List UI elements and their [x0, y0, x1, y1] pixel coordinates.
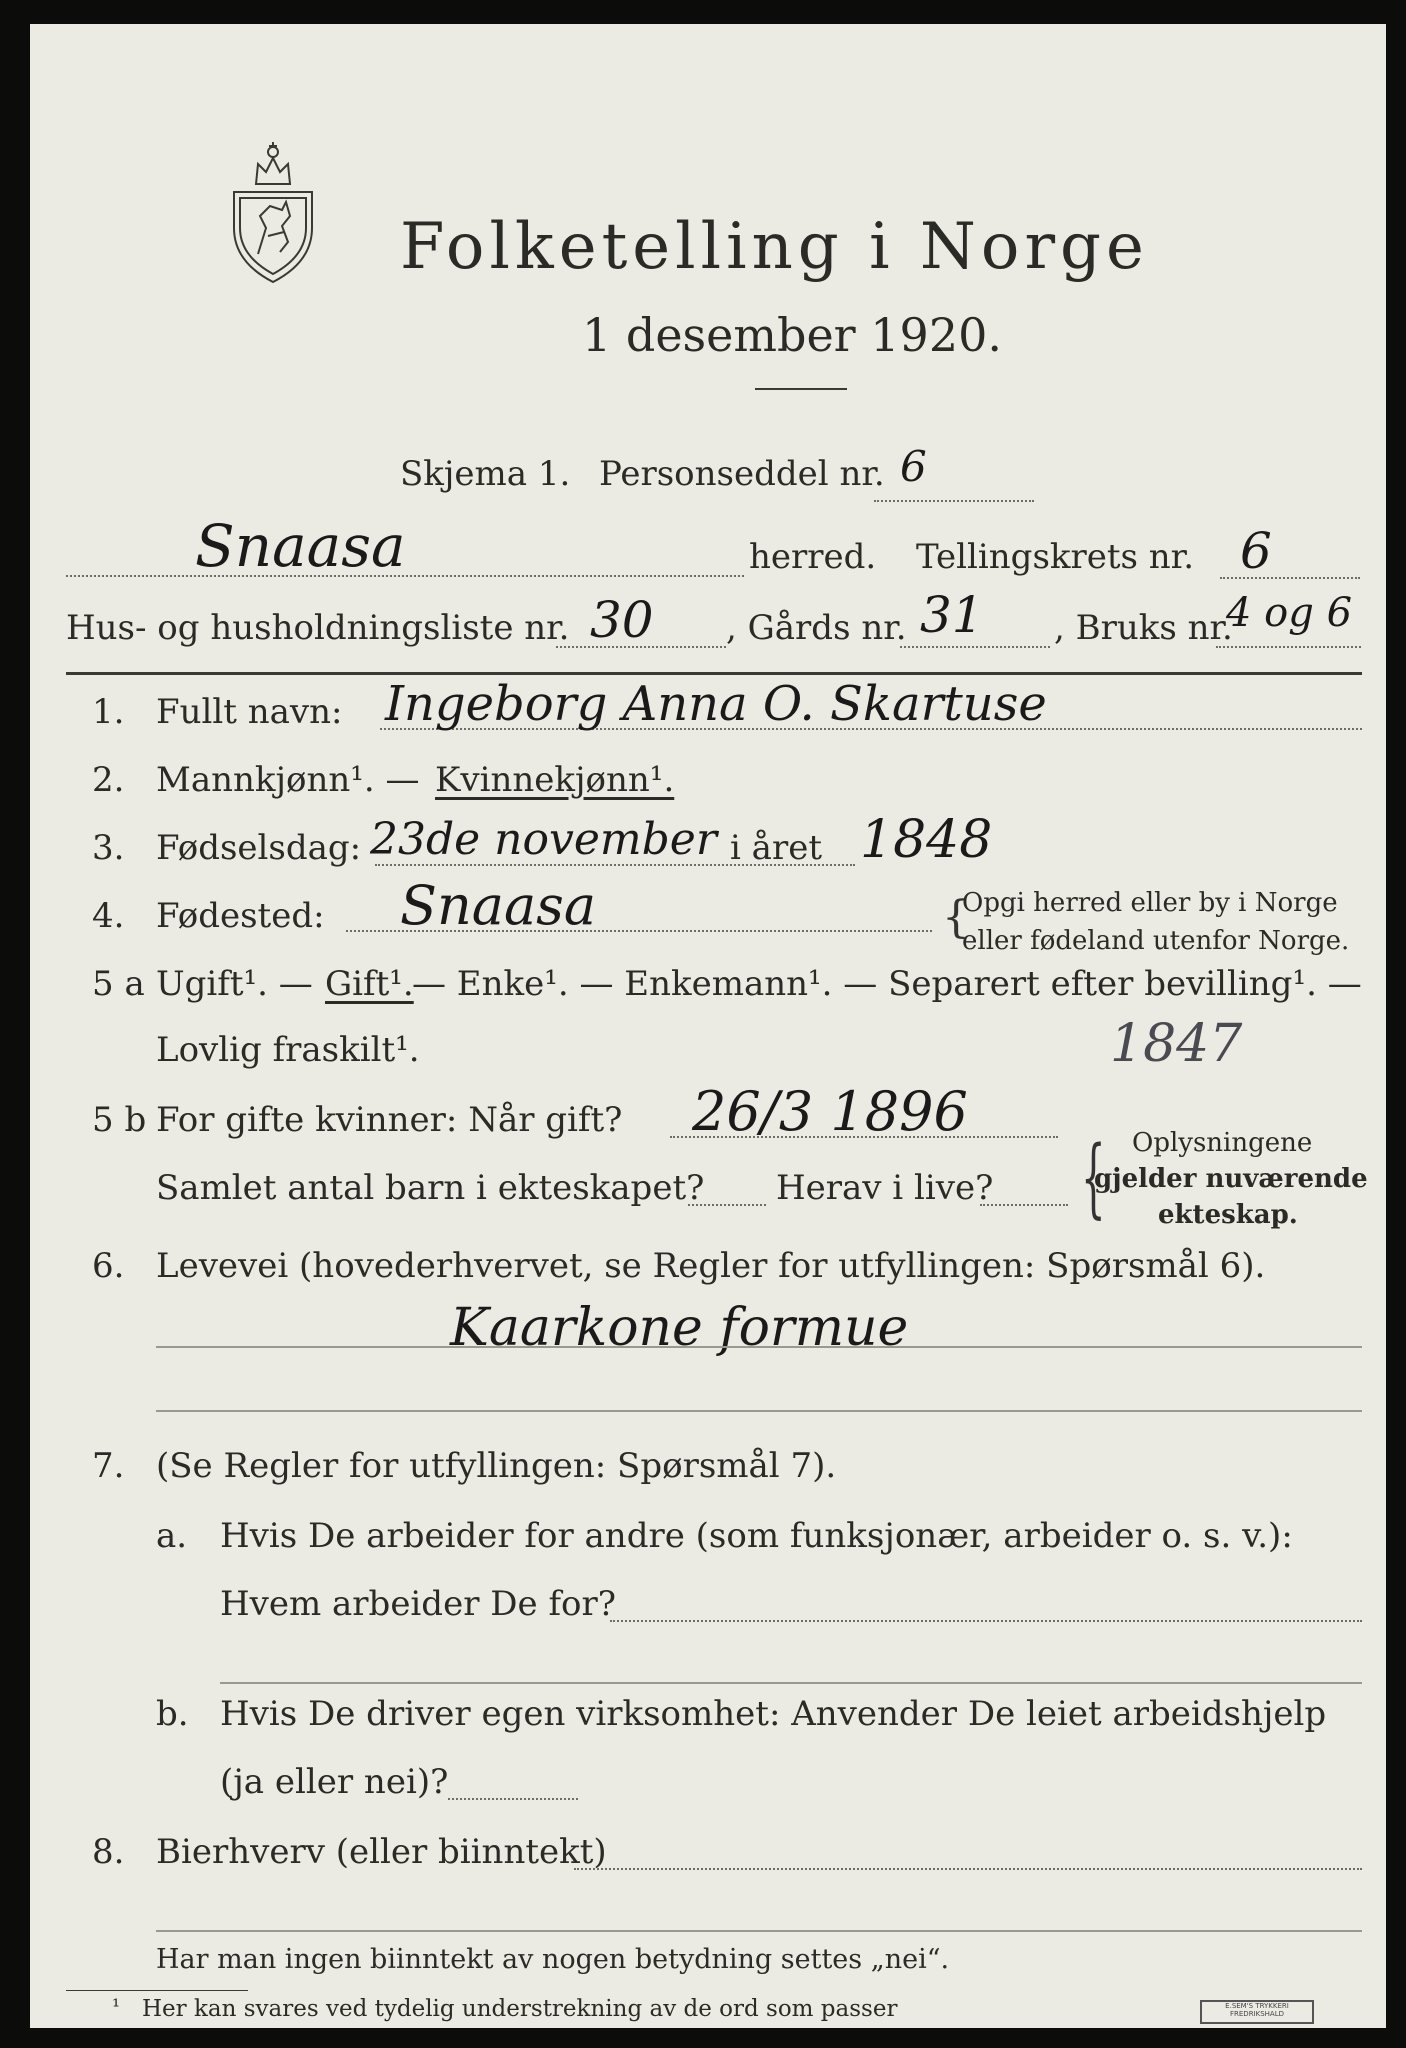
q5a-ugift: Ugift¹. — — [156, 964, 313, 1004]
q2-female: Kvinnekjønn¹. — [435, 760, 675, 800]
q7a-line — [220, 1682, 1362, 1684]
q2-number: 2. — [92, 760, 125, 800]
q4-label: Fødested: — [156, 896, 325, 936]
q5a-lovlig: Lovlig fraskilt¹. — [156, 1030, 420, 1070]
footer-note: Har man ingen biinntekt av nogen betydning settes „nei“. — [156, 1944, 950, 1975]
gards-label: , Gårds nr. — [726, 608, 907, 648]
q8-dots — [574, 1868, 1362, 1870]
q4-note-1: Opgi herred eller by i Norge — [962, 888, 1338, 918]
q2-male: Mannkjønn¹. — — [156, 760, 420, 800]
tellingskrets-label: Tellingskrets nr. — [916, 537, 1195, 577]
q5b-label: For gifte kvinner: Når gift? — [156, 1100, 623, 1140]
q6-line-2 — [156, 1410, 1362, 1412]
q7b-label-2: (ja eller nei)? — [220, 1762, 449, 1802]
gards-dots — [900, 646, 1050, 648]
q7a-number: a. — [156, 1516, 188, 1556]
printer-stamp: E.SEM'S TRYKKERI FREDRIKSHALD — [1200, 2000, 1314, 2024]
q5b-barn-label: Samlet antal barn i ekteskapet? — [156, 1168, 705, 1208]
form-date: 1 desember 1920. — [582, 308, 1002, 362]
q5b-value: 26/3 1896 — [692, 1080, 968, 1143]
q5a-number: 5 a — [92, 964, 145, 1004]
q1-number: 1. — [92, 692, 125, 732]
q7-number: 7. — [92, 1446, 125, 1486]
bruks-dots — [1216, 646, 1361, 648]
q1-value: Ingeborg Anna O. Skartuse — [385, 676, 1047, 732]
q5b-barn-dots — [688, 1204, 766, 1206]
bruks-value: 4 og 6 — [1226, 590, 1353, 636]
q3-label: Fødselsdag: — [156, 828, 362, 868]
q5a-annotation: 1847 — [1110, 1014, 1243, 1074]
q4-number: 4. — [92, 896, 125, 936]
q4-note-2: eller fødeland utenfor Norge. — [962, 926, 1350, 956]
q8-line — [156, 1930, 1362, 1932]
q6-value: Kaarkone formue — [450, 1298, 909, 1358]
header-rule — [66, 672, 1362, 675]
q7-label: (Se Regler for utfyllingen: Spørsmål 7). — [156, 1446, 837, 1486]
herred-label: herred. — [749, 537, 877, 577]
husliste-value: 30 — [590, 591, 654, 649]
personseddel-dots — [874, 500, 1034, 502]
footnote-text: Her kan svares ved tydelig understrekning av de ord som passer — [142, 1996, 898, 2022]
q3-number: 3. — [92, 828, 125, 868]
q5b-note-1: Oplysningene — [1132, 1128, 1313, 1158]
q5b-herav-label: Herav i live? — [776, 1168, 994, 1208]
footnote-rule — [66, 1990, 248, 1991]
q3-year-label: i året — [730, 828, 822, 868]
q5b-number: 5 b — [92, 1100, 147, 1140]
title-divider — [755, 388, 847, 390]
census-form — [30, 24, 1386, 2028]
form-title: Folketelling i Norge — [400, 210, 1149, 284]
q8-number: 8. — [92, 1832, 125, 1872]
q3-year-value: 1848 — [860, 810, 993, 870]
q5b-note-3: ekteskap. — [1158, 1200, 1298, 1230]
q5b-herav-dots — [980, 1204, 1068, 1206]
q5a-gift: Gift¹. — [325, 964, 414, 1004]
footnote-mark: ¹ — [112, 1994, 121, 2018]
q3-value: 23de november — [370, 814, 717, 865]
q6-number: 6. — [92, 1246, 125, 1286]
q5a-rest: — Enke¹. — Enkemann¹. — Separert efter bevilling¹. — — [412, 964, 1362, 1004]
q4-value: Snaasa — [400, 874, 597, 937]
q7a-label-2: Hvem arbeider De for? — [220, 1584, 616, 1624]
q7a-label: Hvis De arbeider for andre (som funksjonær, arbeider o. s. v.): — [220, 1516, 1293, 1556]
q4-brace: { — [942, 892, 970, 943]
q1-label: Fullt navn: — [156, 692, 343, 732]
q7b-dots — [448, 1798, 578, 1800]
q5b-note-2: gjelder nuværende — [1094, 1164, 1368, 1194]
q7a-dots — [610, 1620, 1362, 1622]
husliste-label: Hus- og husholdningsliste nr. — [66, 608, 570, 648]
skjema-label: Skjema 1. — [400, 454, 571, 494]
personseddel-label: Personseddel nr. — [599, 454, 885, 494]
personseddel-value: 6 — [900, 442, 927, 491]
tellingskrets-value: 6 — [1240, 522, 1272, 580]
bruks-label: , Bruks nr. — [1054, 608, 1233, 648]
q6-line-1 — [156, 1346, 1362, 1348]
q8-label: Bierhverv (eller biinntekt) — [156, 1832, 607, 1872]
herred-value: Snaasa — [195, 512, 406, 580]
q7b-number: b. — [156, 1694, 189, 1734]
q5b-brace: { — [1081, 1128, 1106, 1228]
gards-value: 31 — [920, 586, 984, 644]
q6-label: Levevei (hovederhvervet, se Regler for utfyllingen: Spørsmål 6). — [156, 1246, 1266, 1286]
q7b-label: Hvis De driver egen virksomhet: Anvender De leiet arbeidshjelp — [220, 1694, 1327, 1734]
norway-coat-of-arms-icon — [228, 136, 318, 286]
